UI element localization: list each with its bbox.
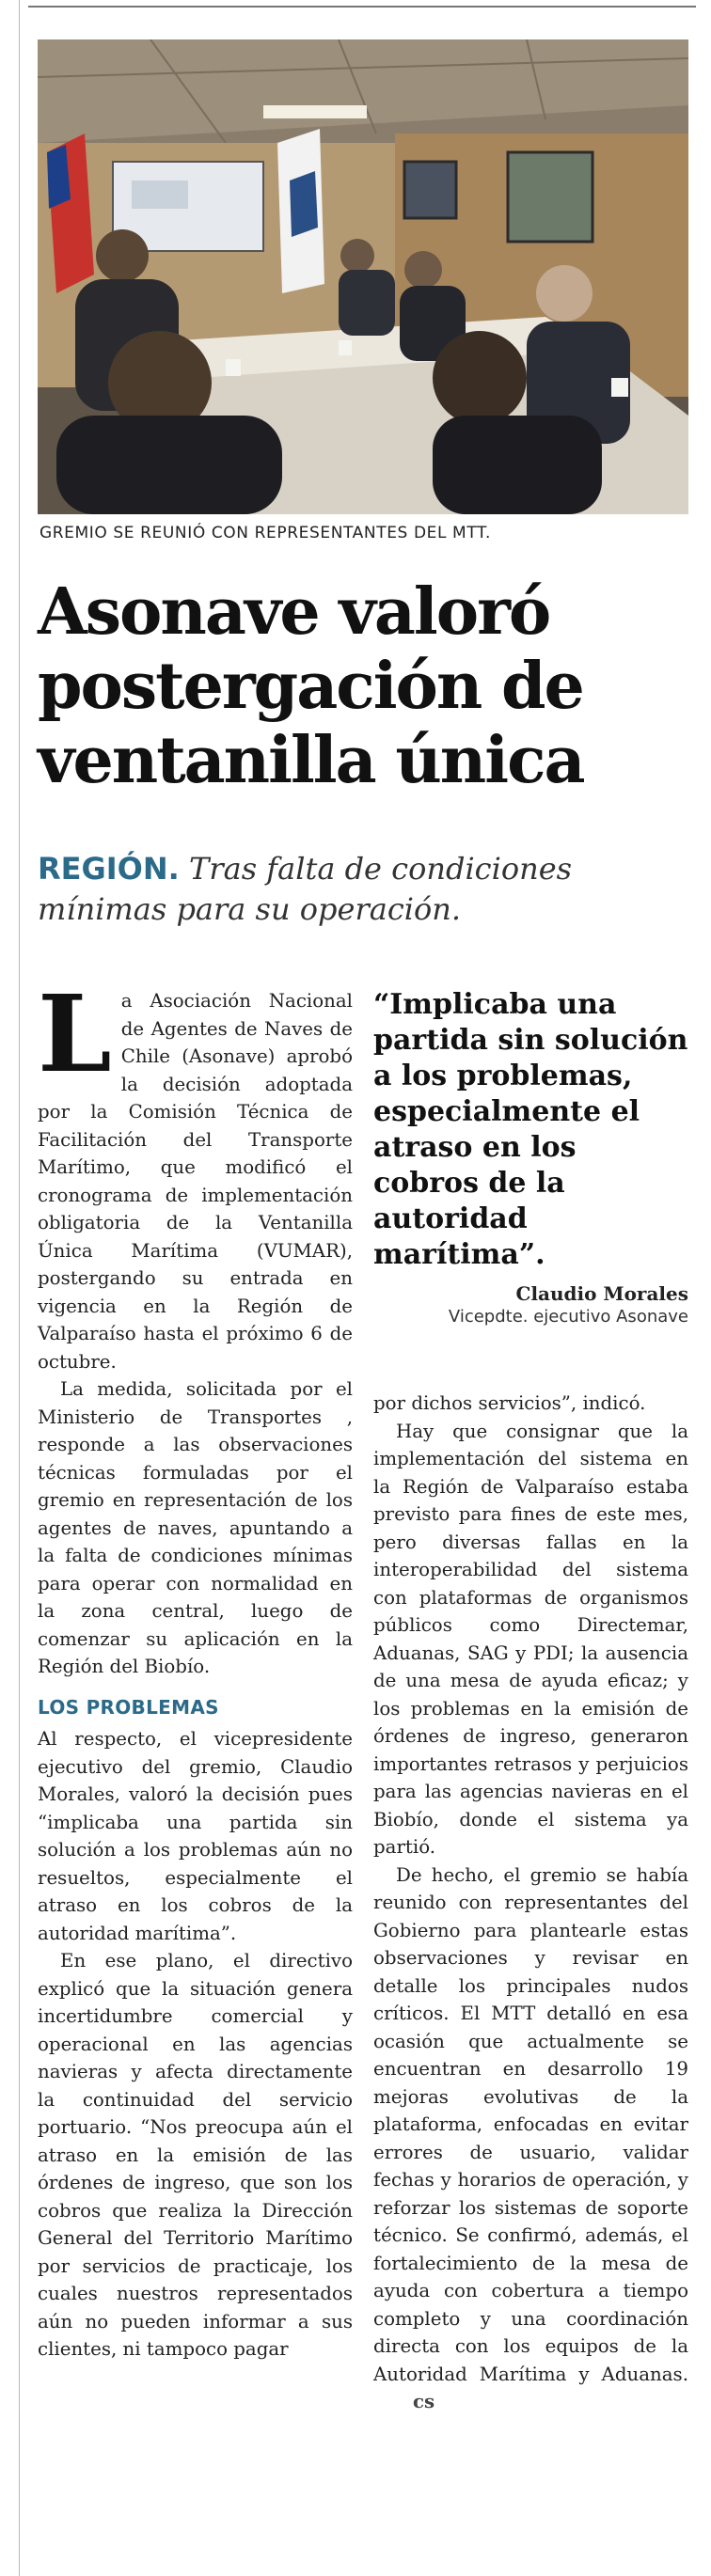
article-paragraph-4: En ese plano, el directivo explicó que la situación genera incertidumbre comercial y operacional en las agencias navieras y afecta directamente la continuidad del servicio portuario. “Nos preocupa aún el atraso en la emisión de las órdenes de ingreso, que son los cobros que realiza la Dirección General del Territorio Marítimo por servicios de practicaje, los cuales nuestros representados aún no pueden informar a sus clientes, ni tampoco pagar: [38, 1950, 353, 2360]
article-column-right: [373, 1390, 688, 2416]
photo-caption: GREMIO SE REUNIÓ CON REPRESENTANTES DEL MTT.: [40, 524, 491, 542]
subhead-region-label: REGIÓN.: [38, 851, 180, 887]
top-rule: [28, 6, 696, 8]
pull-quote-name: Claudio Morales: [515, 1282, 688, 1305]
article-paragraph-7: [373, 1861, 688, 2416]
pull-quote: [373, 987, 688, 1327]
headline: Asonave valoró postergación de ventanilla única: [38, 574, 584, 798]
pull-quote-text: “Implicaba una partida sin solución a los problemas, especialmente el atraso en los cobros de la autoridad marítima”.: [373, 988, 688, 1271]
article-paragraph-2: La medida, solicitada por el Ministerio de Transportes , responde a las observaciones técnicas formuladas por el gremio en representación de los agentes de naves, apuntando a la falta de condiciones mínimas para operar con normalidad en la zona central, luego de comenzar su aplicación en la Región del Biobío.: [38, 1378, 353, 1677]
left-margin-rule: [0, 0, 20, 2576]
subhead-text: Tras falta de condiciones mínimas para su operación.: [38, 851, 573, 927]
article-paragraph-5: por dichos servicios”, indicó.: [373, 1392, 646, 1414]
article-paragraph-6: Hay que consignar que la implementación del sistema en la Región de Valparaíso estaba previsto para fines de este mes, pero diversas fallas en la interoperabilidad del sistema con plataformas de organismos públicos como Directemar, Aduanas, SAG y PDI; la ausencia de una mesa de ayuda eficaz; y los problemas en la emisión de órdenes de ingreso, generaron importantes retrasos y perjuicios para las agencias navieras en el Biobío, donde el sistema ya partió.: [373, 1420, 688, 1858]
drop-cap: L: [38, 973, 112, 1096]
section-heading: LOS PROBLEMAS: [38, 1695, 219, 1719]
paragraph-7-text: De hecho, el gremio se había reunido con representantes del Gobierno para plantearle estas observaciones y revisar en detalle los principales nudos críticos. El MTT detalló en esa ocasión que actualmente se encuentran en desarrollo 19 mejoras evolutivas de la plataforma, enfocadas en evitar errores de usuario, validar fechas y horarios de operación, y reforzar los sistemas de soporte técnico. Se confirmó, además, el fortalecimiento de la mesa de ayuda con cobertura a tiempo completo y una coordinación directa con los equipos de la Autoridad Marítima y Aduanas.: [373, 1863, 688, 2385]
paragraph-1-text: a Asociación Nacional de Agentes de Naves de Chile (Asonave) aprobó la decisión adoptada por la Comisión Técnica de Facilitación del Transporte Marítimo, que modificó el cronograma de implementación obligatoria de la Ventanilla Única Marítima (VUMAR), postergando su entrada en vigencia en la Región de Valparaíso hasta el próximo 6 de octubre.: [38, 990, 353, 1373]
meeting-photo: [38, 39, 688, 514]
article-column-left: [38, 973, 353, 2364]
article-paragraph-3: Al respecto, el vicepresidente ejecutivo del gremio, Claudio Morales, valoró la decisión pues “implicaba una partida sin solución a los problemas aún no resueltos, especialmente el atraso en los cobros de la autoridad marítima”.: [38, 1728, 353, 1944]
subhead: [38, 849, 688, 930]
pull-quote-role: Vicepdte. ejecutivo Asonave: [448, 1307, 688, 1327]
meeting-photo-illustration: [38, 39, 688, 514]
article-paragraph-1: [38, 973, 353, 1375]
end-mark-icon: cs: [413, 2390, 435, 2412]
